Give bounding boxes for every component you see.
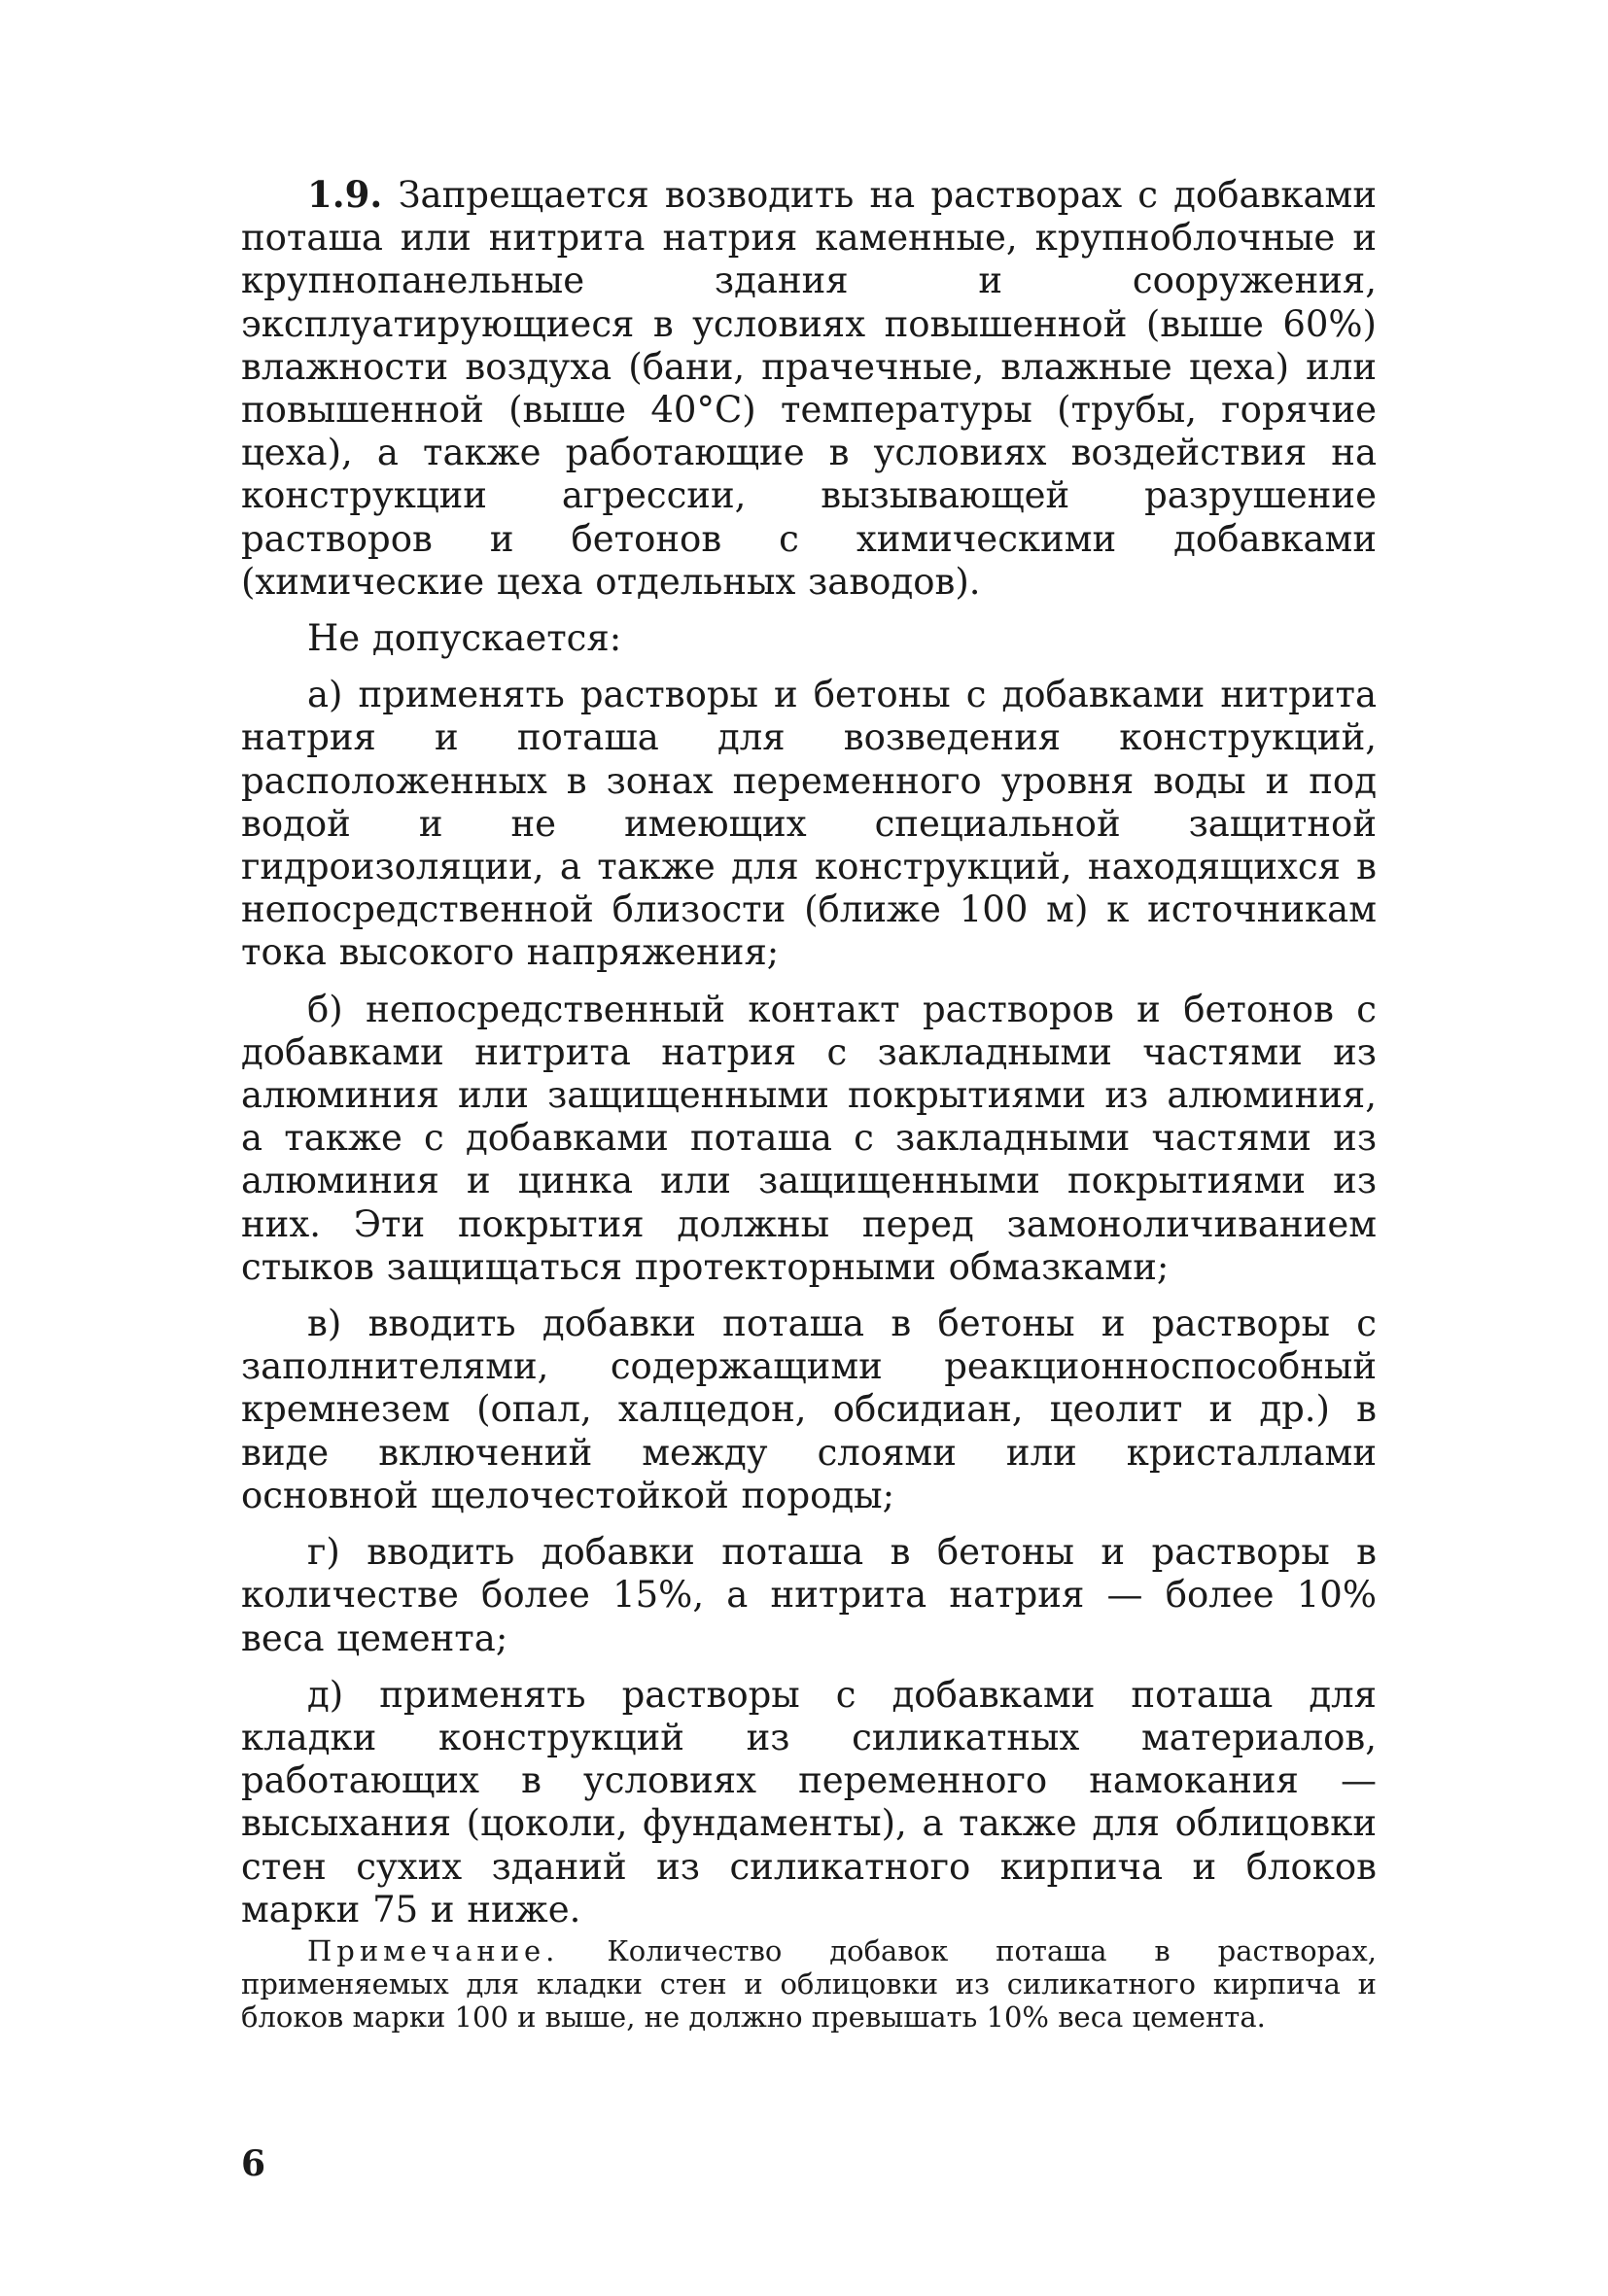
list-item-a: а) применять растворы и бетоны с добавками нитрита натрия и поташа для возведения конструкций, расположенных в зонах переменного уровня воды и под водой и не имеющих специальной защитной гидроизоляции, а также для конструкций, находящихся в непосредственной близости (ближе 100 м) к источникам тока высокого напряжения;	[241, 674, 1377, 974]
note-label: Примечание.	[307, 1934, 560, 1967]
list-item-g: г) вводить добавки поташа в бетоны и растворы в количестве более 15%, а нитрита натрия — более 10% веса цемента;	[241, 1531, 1377, 1659]
page-number: 6	[241, 2143, 266, 2184]
section-number: 1.9.	[307, 173, 383, 216]
list-item-b: б) непосредственный контакт растворов и бетонов с добавками нитрита натрия с закладными частями из алюминия или защищенными покрытиями из алюминия, а также с добавками поташа с закладными частями из алюминия и цинка или защищенными покрытиями из них. Эти покрытия должны перед замоноличиванием стыков защищаться протекторными обмазками;	[241, 988, 1377, 1288]
list-item-d: д) применять растворы с добавками поташа для кладки конструкций из силикатных материалов, работающих в условиях переменного намокания — высыхания (цоколи, фундаменты), а также для облицовки стен сухих зданий из силикатного кирпича и блоков марки 75 и ниже.	[241, 1673, 1377, 1931]
note-text: Количество добавок поташа в растворах, применяемых для кладки стен и облицовки из силикатного кирпича и блоков марки 100 и выше, не должно превышать 10% веса цемента.	[241, 1934, 1377, 2034]
main-text	[241, 173, 1377, 1931]
not-allowed-heading: Не допускается:	[307, 617, 622, 660]
section-intro: Запрещается возводить на растворах с добавками поташа или нитрита натрия каменные, крупноблочные и крупнопанельные здания и сооружения, эксплуатирующиеся в условиях повышенной (выше 60%) влажности воздуха (бани, прачечные, влажные цеха) или повышенной (выше 40°С) температуры (трубы, горячие цеха), а также работающие в условиях воздействия на конструкции агрессии, вызывающей разрушение растворов и бетонов с химическими добавками (химические цеха отдельных заводов).	[241, 174, 1377, 603]
note-paragraph	[241, 1934, 1377, 2034]
list-item-v: в) вводить добавки поташа в бетоны и растворы с заполнителями, содержащими реакционноспособный кремнезем (опал, халцедон, обсидиан, цеолит и др.) в виде включений между слоями или кристаллами основной щелочестойкой породы;	[241, 1303, 1377, 1516]
section-1-9-paragraph	[241, 173, 1377, 604]
